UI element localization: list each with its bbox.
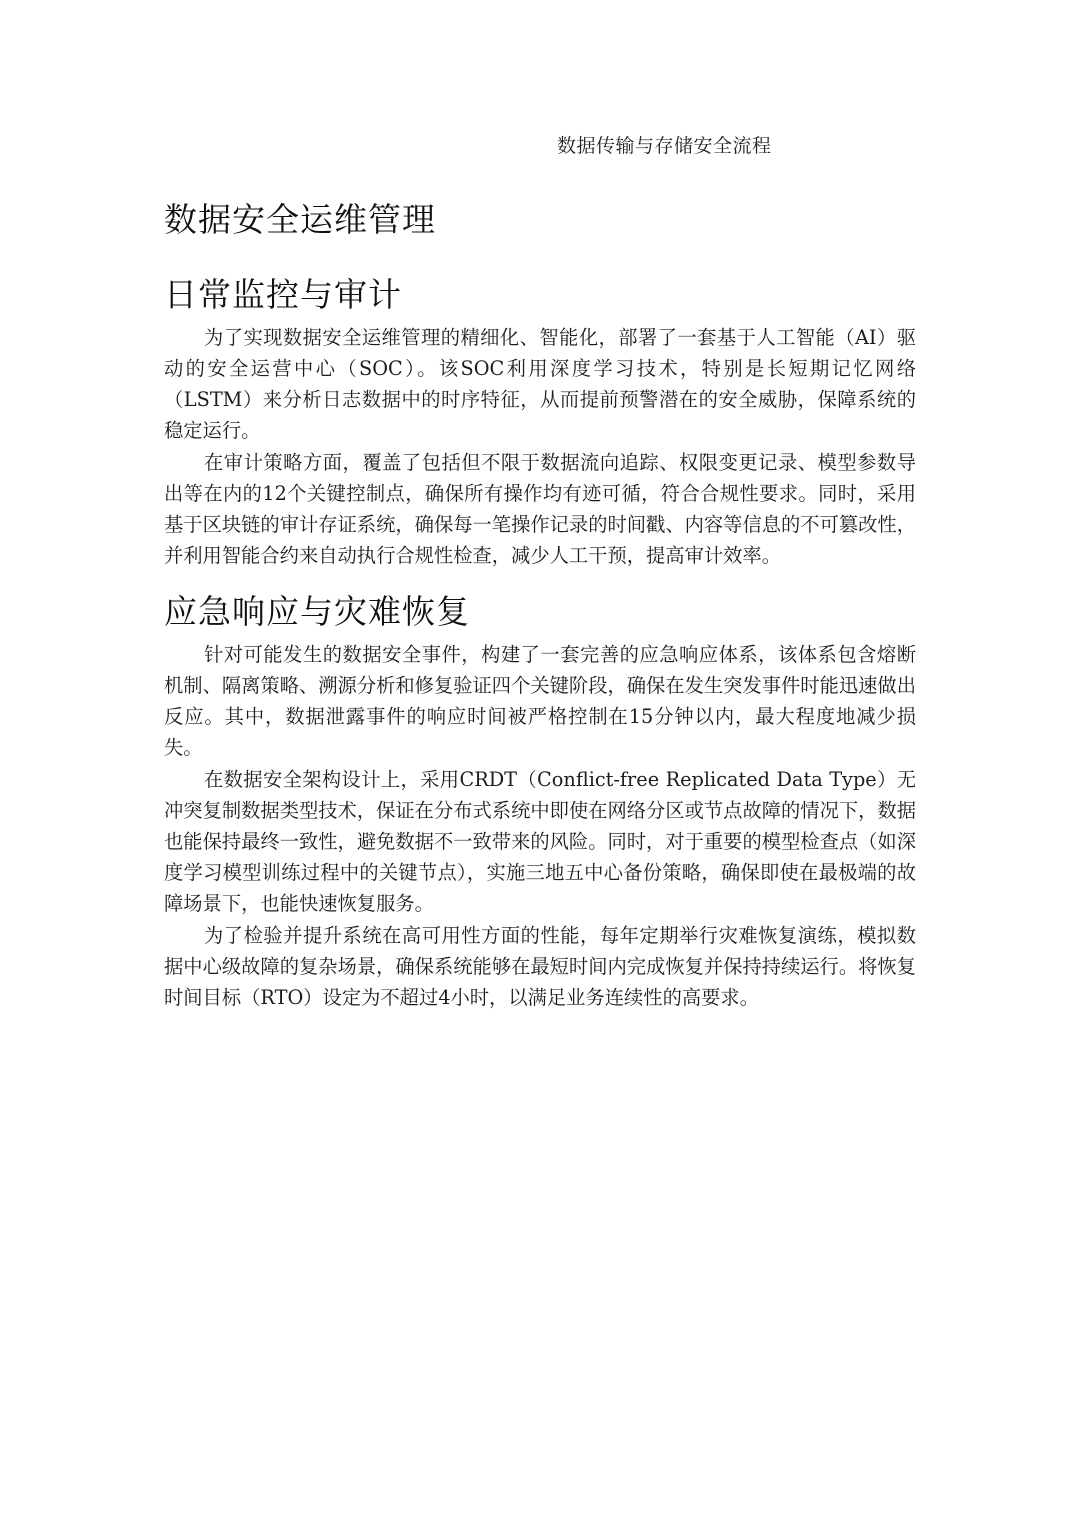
document-title: 数据安全运维管理	[164, 200, 436, 239]
paragraph: 为了检验并提升系统在高可用性方面的性能，每年定期举行灾难恢复演练，模拟数据中心级故障的复杂场景，确保系统能够在最短时间内完成恢复并保持持续运行。将恢复时间目标（RTO）设定为不超过4小时，以满足业务连续性的高要求。	[164, 924, 916, 1009]
section-heading: 应急响应与灾难恢复	[164, 592, 470, 631]
document-body	[164, 195, 916, 1014]
section-monitoring-audit	[164, 270, 916, 571]
paragraph: 针对可能发生的数据安全事件，构建了一套完善的应急响应体系，该体系包含熔断机制、隔离策略、溯源分析和修复验证四个关键阶段，确保在发生突发事件时能迅速做出反应。其中，数据泄露事件的响应时间被严格控制在15分钟以内，最大程度地减少损失。	[164, 643, 916, 759]
paragraph: 在数据安全架构设计上，采用CRDT（Conflict-free Replicated Data Type）无冲突复制数据类型技术，保证在分布式系统中即使在网络分区或节点故障的情况下，数据也能保持最终一致性，避免数据不一致带来的风险。同时，对于重要的模型检查点（如深度学习模型训练过程中的关键节点），实施三地五中心备份策略，确保即使在最极端的故障场景下，也能快速恢复服务。	[164, 768, 916, 915]
figure-caption: 数据传输与存储安全流程	[557, 135, 772, 157]
section-emergency-recovery	[164, 587, 916, 1013]
section-heading: 日常监控与审计	[164, 275, 402, 314]
paragraph: 为了实现数据安全运维管理的精细化、智能化，部署了一套基于人工智能（AI）驱动的安全运营中心（SOC）。该SOC利用深度学习技术，特别是长短期记忆网络（LSTM）来分析日志数据中的时序特征，从而提前预警潜在的安全威胁，保障系统的稳定运行。	[164, 326, 916, 442]
paragraph: 在审计策略方面，覆盖了包括但不限于数据流向追踪、权限变更记录、模型参数导出等在内的12个关键控制点，确保所有操作均有迹可循，符合合规性要求。同时，采用基于区块链的审计存证系统，确保每一笔操作记录的时间戳、内容等信息的不可篡改性，并利用智能合约来自动执行合规性检查，减少人工干预，提高审计效率。	[164, 451, 916, 567]
